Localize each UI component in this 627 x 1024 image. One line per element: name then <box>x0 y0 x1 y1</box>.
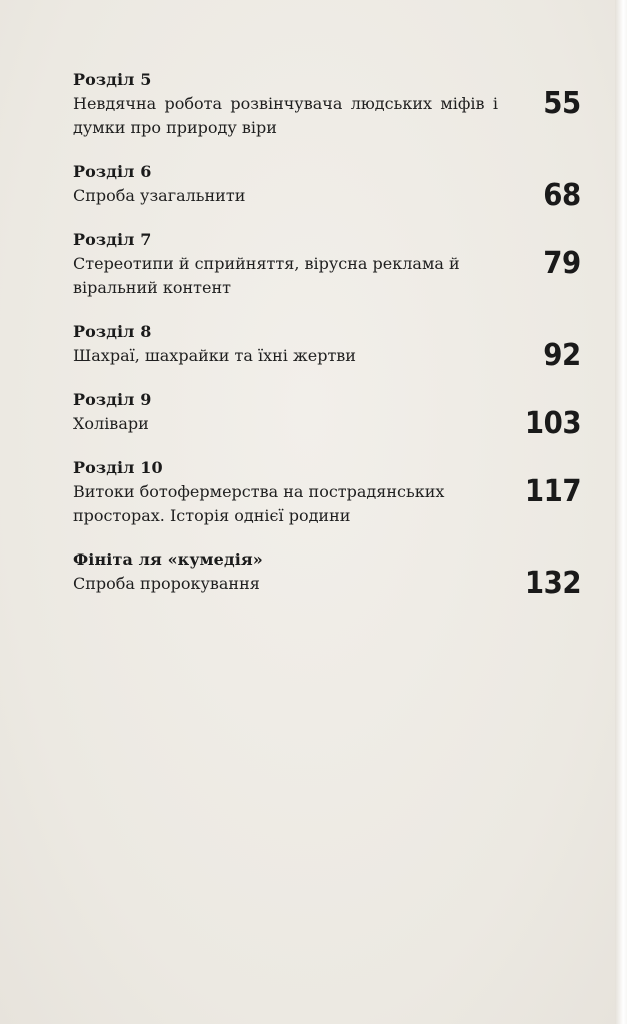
toc-entry-chapter-6 <box>73 160 583 213</box>
toc-entry-chapter-7 <box>73 228 583 300</box>
chapter-heading: Фініта ля «кумедія» <box>73 550 263 569</box>
page-number: 55 <box>543 86 581 121</box>
table-of-contents <box>73 68 583 616</box>
chapter-title: Стереотипи й сприйняття, вірусна реклама й віральний контент <box>73 254 460 297</box>
chapter-title: Шахраї, шахрайки та їхні жертви <box>73 346 356 365</box>
page-number: 132 <box>524 566 581 601</box>
toc-entry-chapter-8 <box>73 320 583 373</box>
page-number: 79 <box>543 246 581 281</box>
page-number: 117 <box>524 474 581 509</box>
chapter-title: Спроба пророкування <box>73 574 260 593</box>
toc-entry-chapter-9 <box>73 388 583 441</box>
page-number: 68 <box>543 178 581 213</box>
chapter-title: Невдячна робота розвінчувача людських міфів і думки про природу віри <box>73 94 498 137</box>
toc-entry-finale <box>73 548 583 601</box>
chapter-heading: Розділ 5 <box>73 70 152 89</box>
chapter-heading: Розділ 6 <box>73 162 152 181</box>
chapter-title: Спроба узагальнити <box>73 186 246 205</box>
page-edge <box>615 0 627 1024</box>
chapter-heading: Розділ 8 <box>73 322 152 341</box>
page-number: 103 <box>524 406 581 441</box>
chapter-title: Витоки ботофермерства на пострадянських просторах. Історія однієї родини <box>73 482 445 525</box>
chapter-heading: Розділ 7 <box>73 230 152 249</box>
chapter-heading: Розділ 9 <box>73 390 152 409</box>
chapter-title: Холівари <box>73 414 149 433</box>
toc-entry-chapter-5 <box>73 68 583 140</box>
toc-entry-chapter-10 <box>73 456 583 528</box>
page-number: 92 <box>543 338 581 373</box>
chapter-heading: Розділ 10 <box>73 458 163 477</box>
